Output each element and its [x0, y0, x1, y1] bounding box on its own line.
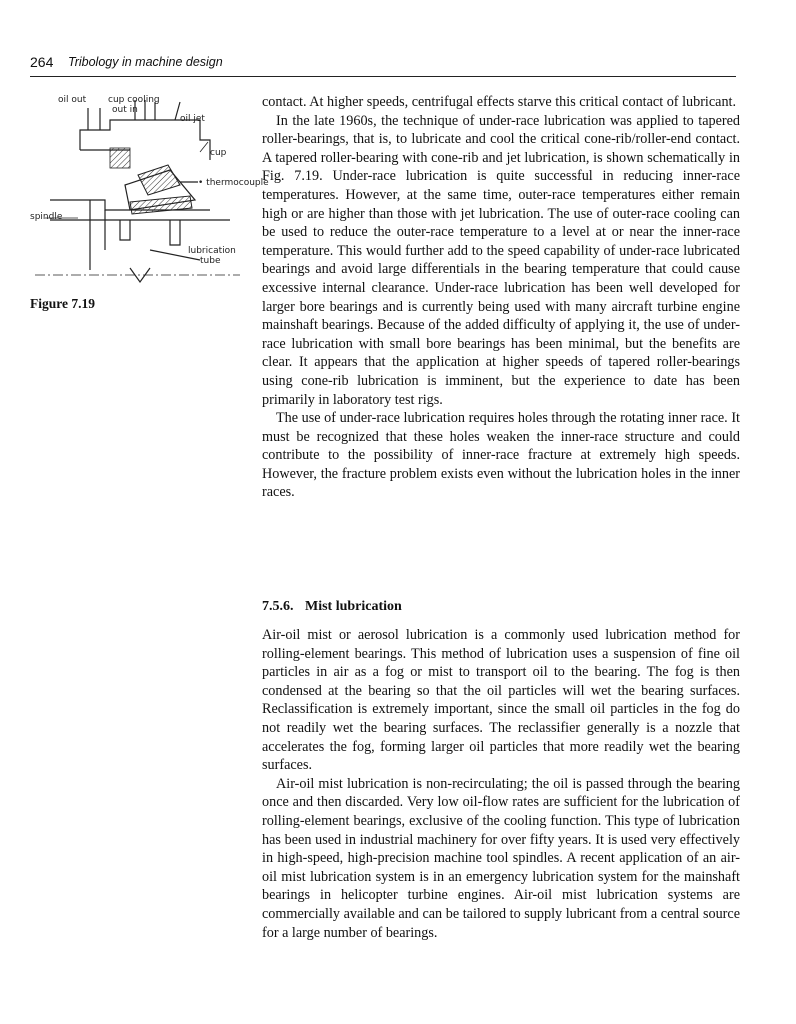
bearing-schematic-figure — [30, 90, 269, 290]
oil-jet-label: oil jet — [180, 114, 205, 124]
paragraph: In the late 1960s, the technique of under-race lubrication was applied to tapered roller-bearings, that is, to lubricate and cool the critical cone-rib/roller-end contact. A tapered roller-bearing with cone-rib and jet lubrication, is shown schematically in Fig. 7.19. Under-race lubrication is quite successful in reducing inner-race temperatures. However, at the same time, outer-race temperatures either remain high or are higher than those with jet lubrication. The use of outer-race cooling can be used to reduce the outer-race temperature to a level at or near the inner-race temperature. This would further add to the speed capability of under-race lubricated bearings and avoid large differentials in the bearing temperature that could cause excessive internal clearance. Under-race lubrication has been well developed for larger bore bearings and is currently being used with many aircraft turbine engine mainshaft bearings. Because of the added difficulty of applying it, the use of under-race lubrication with small bore bearings has been minimal, but the benefits are clear. It appears that the application at higher speeds of tapered roller-bearings using cone-rib lubrication is imminent, but the experience to date has been primarily in laboratory test rigs. — [262, 112, 740, 408]
page-number: 264 — [30, 54, 54, 70]
paragraph: Air-oil mist lubrication is non-recirculating; the oil is passed through the bearing once and then discarded. Very low oil-flow rates are sufficient for the lubrication of rolling-element bearings, exclusive of the cooling function. This type of lubrication has been used in industrial machinery for over fifty years. It is used very effectively in high-speed, high-precision machine tool spindles. A recent application of an air-oil mist lubrication system is in an emergency lubrication system for the mainshaft bearings in helicopter turbine engines. Air-oil mist lubrication systems are commercially available and can be tailored to supply lubricant from a central source for a large number of bearings. — [262, 775, 740, 941]
body-text-top — [262, 93, 740, 502]
oil-out-label: oil out — [58, 95, 87, 105]
out-in-label: out in — [112, 105, 138, 115]
spindle-label: spindle — [30, 212, 63, 222]
section-heading — [262, 599, 402, 615]
paragraph: The use of under-race lubrication requires holes through the rotating inner race. It must be recognized that these holes weaken the inner-race structure and could contribute to the possibility of inner-race fracture at extremely high speeds. However, the fracture problem exists even without the lubrication holes in the inner races. — [262, 410, 740, 501]
running-header — [30, 54, 736, 77]
cup-label: cup — [210, 148, 227, 158]
bearing-schematic-drawing — [30, 90, 260, 290]
paragraph: Air-oil mist or aerosol lubrication is a commonly used lubrication method for rolling-element bearings. This method of lubrication uses a suspension of fine oil particles in air as a fog or mist to transport oil to the bearing. The fog is then condensed at the bearing so that the oil particles will wet the bearing surfaces. Reclassification is extremely important, since the small oil particles in the fog do not readily wet the bearing surfaces. The reclassifier generally is a nozzle that accelerates the fog, forming larger oil particles that more readily wet the bearing surfaces. — [262, 627, 740, 774]
figure-caption: Figure 7.19 — [30, 296, 95, 311]
section-number: 7.5.6. — [262, 599, 294, 614]
running-title: Tribology in machine design — [68, 55, 223, 69]
lubrication-label: lubrication — [188, 246, 236, 256]
thermocouple-label: • thermocouple — [198, 178, 269, 188]
paragraph: contact. At higher speeds, centrifugal effects starve this critical contact of lubricant. — [262, 94, 737, 110]
section-title: Mist lubrication — [305, 599, 402, 614]
tube-label: tube — [200, 256, 221, 266]
cup-cooling-label: cup cooling — [108, 95, 160, 105]
body-text-bottom — [262, 626, 740, 942]
